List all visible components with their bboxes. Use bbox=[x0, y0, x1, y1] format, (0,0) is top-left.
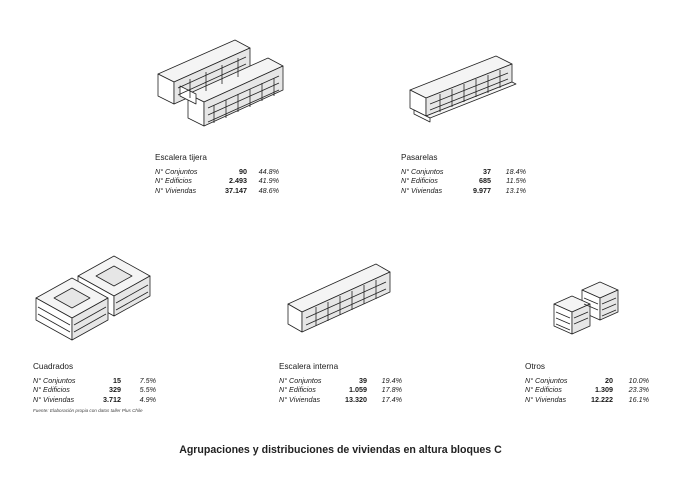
stat-percent: 10.0% bbox=[628, 375, 649, 385]
stat-row bbox=[525, 376, 655, 386]
stat-percent: 5.5% bbox=[139, 385, 156, 395]
figure-caption: Agrupaciones y distribuciones de viviendas en altura bloques C bbox=[179, 444, 502, 456]
stat-percent: 19.4% bbox=[381, 375, 402, 385]
stat-value: 9.977 bbox=[473, 185, 491, 195]
stats-pasarelas bbox=[401, 153, 531, 195]
stat-percent: 41.9% bbox=[258, 176, 279, 186]
stat-row bbox=[155, 186, 285, 196]
stat-label: N° Viviendas bbox=[279, 394, 321, 404]
stat-percent: 7.5% bbox=[139, 375, 156, 385]
stat-label: N° Edificios bbox=[401, 176, 438, 186]
stat-label: N° Conjuntos bbox=[155, 166, 198, 176]
stat-row bbox=[525, 385, 655, 395]
group-title: Cuadrados bbox=[33, 362, 74, 371]
stat-row bbox=[279, 395, 409, 405]
stat-label: N° Conjuntos bbox=[279, 375, 322, 385]
stat-row bbox=[33, 385, 163, 395]
stat-value: 37.147 bbox=[225, 185, 247, 195]
stat-percent: 17.4% bbox=[381, 394, 402, 404]
stat-percent: 18.4% bbox=[505, 166, 526, 176]
stat-label: N° Viviendas bbox=[155, 185, 197, 195]
stat-value: 2.493 bbox=[229, 176, 247, 186]
stat-row bbox=[401, 176, 531, 186]
stat-value: 15 bbox=[113, 375, 121, 385]
group-title: Pasarelas bbox=[401, 153, 438, 162]
stat-value: 3.712 bbox=[103, 394, 121, 404]
stat-row bbox=[155, 176, 285, 186]
stat-value: 20 bbox=[605, 375, 613, 385]
stat-percent: 17.8% bbox=[381, 385, 402, 395]
group-title: Otros bbox=[525, 362, 546, 371]
stat-label: N° Edificios bbox=[279, 385, 316, 395]
stat-label: N° Viviendas bbox=[33, 394, 75, 404]
stat-row bbox=[525, 395, 655, 405]
stat-percent: 48.6% bbox=[258, 185, 279, 195]
group-title: Escalera interna bbox=[279, 362, 339, 371]
stats-escalera-tijera bbox=[155, 153, 285, 195]
cuadrados-illustration bbox=[32, 252, 158, 344]
stat-row bbox=[33, 395, 163, 405]
stat-label: N° Edificios bbox=[33, 385, 70, 395]
escalera-interna-illustration bbox=[286, 260, 398, 340]
stat-value: 39 bbox=[359, 375, 367, 385]
stat-row bbox=[33, 376, 163, 386]
stat-label: N° Viviendas bbox=[401, 185, 443, 195]
stat-label: N° Viviendas bbox=[525, 394, 567, 404]
source-note: Fuente: Elaboración propia con datos taller Plus Chile bbox=[33, 408, 143, 413]
escalera-tijera-illustration bbox=[150, 34, 290, 134]
stat-value: 329 bbox=[109, 385, 121, 395]
stat-value: 1.059 bbox=[349, 385, 367, 395]
stat-percent: 16.1% bbox=[628, 394, 649, 404]
stat-percent: 13.1% bbox=[505, 185, 526, 195]
stat-value: 12.222 bbox=[591, 394, 613, 404]
stat-row bbox=[155, 167, 285, 177]
stat-value: 90 bbox=[239, 166, 247, 176]
stat-value: 685 bbox=[479, 176, 491, 186]
stats-escalera-interna bbox=[279, 362, 409, 404]
stat-value: 1.309 bbox=[595, 385, 613, 395]
stats-cuadrados bbox=[33, 362, 163, 404]
pasarelas-illustration bbox=[408, 50, 520, 130]
stat-label: N° Conjuntos bbox=[401, 166, 444, 176]
group-title: Escalera tijera bbox=[155, 153, 207, 162]
stat-label: N° Edificios bbox=[525, 385, 562, 395]
stat-row bbox=[279, 385, 409, 395]
stat-percent: 4.9% bbox=[139, 394, 156, 404]
stat-value: 37 bbox=[483, 166, 491, 176]
otros-illustration bbox=[552, 280, 624, 336]
stat-label: N° Conjuntos bbox=[33, 375, 76, 385]
stat-label: N° Conjuntos bbox=[525, 375, 568, 385]
stat-percent: 23.3% bbox=[628, 385, 649, 395]
stat-label: N° Edificios bbox=[155, 176, 192, 186]
stat-value: 13.320 bbox=[345, 394, 367, 404]
stat-row bbox=[401, 186, 531, 196]
stat-percent: 44.8% bbox=[258, 166, 279, 176]
stats-otros bbox=[525, 362, 655, 404]
stat-row bbox=[401, 167, 531, 177]
stat-row bbox=[279, 376, 409, 386]
stat-percent: 11.5% bbox=[506, 176, 526, 186]
